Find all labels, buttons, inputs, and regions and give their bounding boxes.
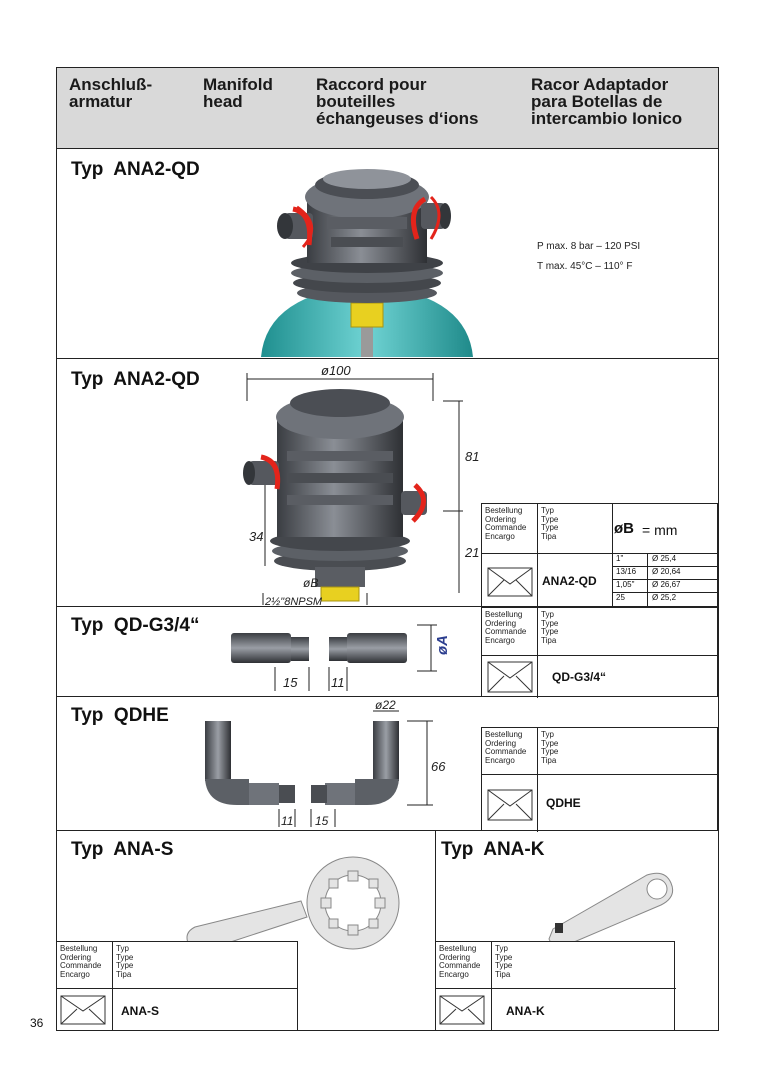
order-labels-right: Typ Type Type Tipa bbox=[541, 610, 559, 645]
order-labels-left: Bestellung Ordering Commande Encargo bbox=[485, 730, 527, 765]
order-labels-left: Bestellung Ordering Commande Encargo bbox=[485, 610, 527, 645]
order-table-ana-s bbox=[57, 941, 298, 1030]
order-labels-right: Typ Type Type Tipa bbox=[116, 944, 134, 979]
spec-temperature: T max. 45°C – 110° F bbox=[537, 261, 633, 272]
dim-height-66: 66 bbox=[431, 759, 446, 774]
connector-drawing bbox=[217, 611, 457, 693]
order-labels-right: Typ Type Type Tipa bbox=[495, 944, 513, 979]
dim-diameter-22: ø22 bbox=[375, 698, 396, 712]
order-table-ana2-qd bbox=[481, 503, 718, 607]
dia-row-2: Ø 20,64 bbox=[652, 567, 681, 576]
dim-length-11: 11 bbox=[281, 814, 294, 828]
section-title: Typ QD-G3/4“ bbox=[71, 615, 200, 636]
size-row-1: 1" bbox=[616, 554, 624, 563]
envelope-icon bbox=[487, 784, 533, 824]
header-english: Manifold head bbox=[203, 75, 273, 111]
dim-labels bbox=[257, 576, 377, 608]
section-wrenches bbox=[57, 831, 718, 1030]
header-french: Raccord pour bouteilles échangeuses d‘ions bbox=[316, 75, 479, 128]
order-code: QD-G3/4“ bbox=[552, 670, 607, 684]
envelope-icon bbox=[487, 658, 533, 696]
order-labels-left: Bestellung Ordering Commande Encargo bbox=[439, 944, 481, 979]
envelope-icon bbox=[439, 992, 485, 1028]
order-labels-left: Bestellung Ordering Commande Encargo bbox=[485, 506, 527, 541]
section-title: Typ ANA2-QD bbox=[71, 369, 200, 390]
dim-diameter-a: øA bbox=[434, 635, 451, 655]
size-row-2: 13/16 bbox=[616, 567, 637, 576]
dim-height-81: 81 bbox=[465, 449, 480, 464]
manifold-head-render bbox=[247, 153, 487, 357]
dia-row-3: Ø 26,67 bbox=[652, 580, 681, 589]
dia-row-4: Ø 25,2 bbox=[652, 593, 677, 602]
table-header bbox=[57, 68, 718, 149]
dim-height-34: 34 bbox=[249, 529, 264, 544]
dim-thread: 2½"8NPSM bbox=[265, 596, 323, 608]
size-row-4: 25 bbox=[616, 593, 625, 602]
dim-diameter-100: ø100 bbox=[321, 363, 351, 378]
order-code: ANA-S bbox=[121, 1004, 159, 1018]
section-title-ana-s: Typ ANA-S bbox=[71, 839, 174, 860]
order-table-qd-g34 bbox=[481, 607, 718, 697]
order-labels-right: Typ Type Type Tipa bbox=[541, 730, 559, 765]
order-table-qdhe bbox=[481, 727, 718, 831]
envelope-icon bbox=[487, 562, 533, 602]
order-table-ana-k bbox=[435, 941, 675, 1030]
section-qdhe bbox=[57, 697, 718, 831]
spec-pressure: P max. 8 bar – 120 PSI bbox=[537, 241, 641, 252]
section-title-ana-k: Typ ANA-K bbox=[441, 839, 545, 860]
dia-row-1: Ø 25,4 bbox=[652, 554, 677, 563]
elbow-drawing bbox=[197, 698, 457, 829]
order-code: QDHE bbox=[546, 796, 581, 810]
envelope-icon bbox=[60, 992, 106, 1028]
dim-length-11: 11 bbox=[331, 675, 345, 690]
wrench-ana-k-drawing bbox=[543, 863, 683, 947]
dim-length-15: 15 bbox=[283, 675, 298, 690]
order-labels-right: Typ Type Type Tipa bbox=[541, 506, 559, 541]
section-title: Typ ANA2-QD bbox=[71, 159, 200, 180]
order-code: ANA2-QD bbox=[542, 574, 597, 588]
product-sheet bbox=[56, 67, 719, 1031]
manifold-dimension-drawing bbox=[197, 361, 480, 601]
dim-diameter-b: øB bbox=[303, 576, 319, 590]
section-qd-g34 bbox=[57, 607, 718, 697]
page-number: 36 bbox=[30, 1016, 44, 1030]
section-title: Typ QDHE bbox=[71, 705, 169, 726]
section-ana2-qd-dimensions bbox=[57, 359, 718, 607]
header-spanish: Racor Adaptador para Botellas de intercambio Ionico bbox=[531, 75, 683, 128]
header-german: Anschluß- armatur bbox=[69, 75, 153, 111]
order-code: ANA-K bbox=[506, 1004, 545, 1018]
size-row-3: 1,05" bbox=[616, 580, 635, 589]
col-unit: = mm bbox=[642, 522, 678, 538]
order-labels-left: Bestellung Ordering Commande Encargo bbox=[60, 944, 102, 979]
dim-length-15: 15 bbox=[315, 814, 329, 828]
section-ana2-qd-photo bbox=[57, 149, 718, 359]
dim-height-21: 21 bbox=[465, 545, 480, 560]
col-head-ob: øB bbox=[614, 520, 634, 537]
